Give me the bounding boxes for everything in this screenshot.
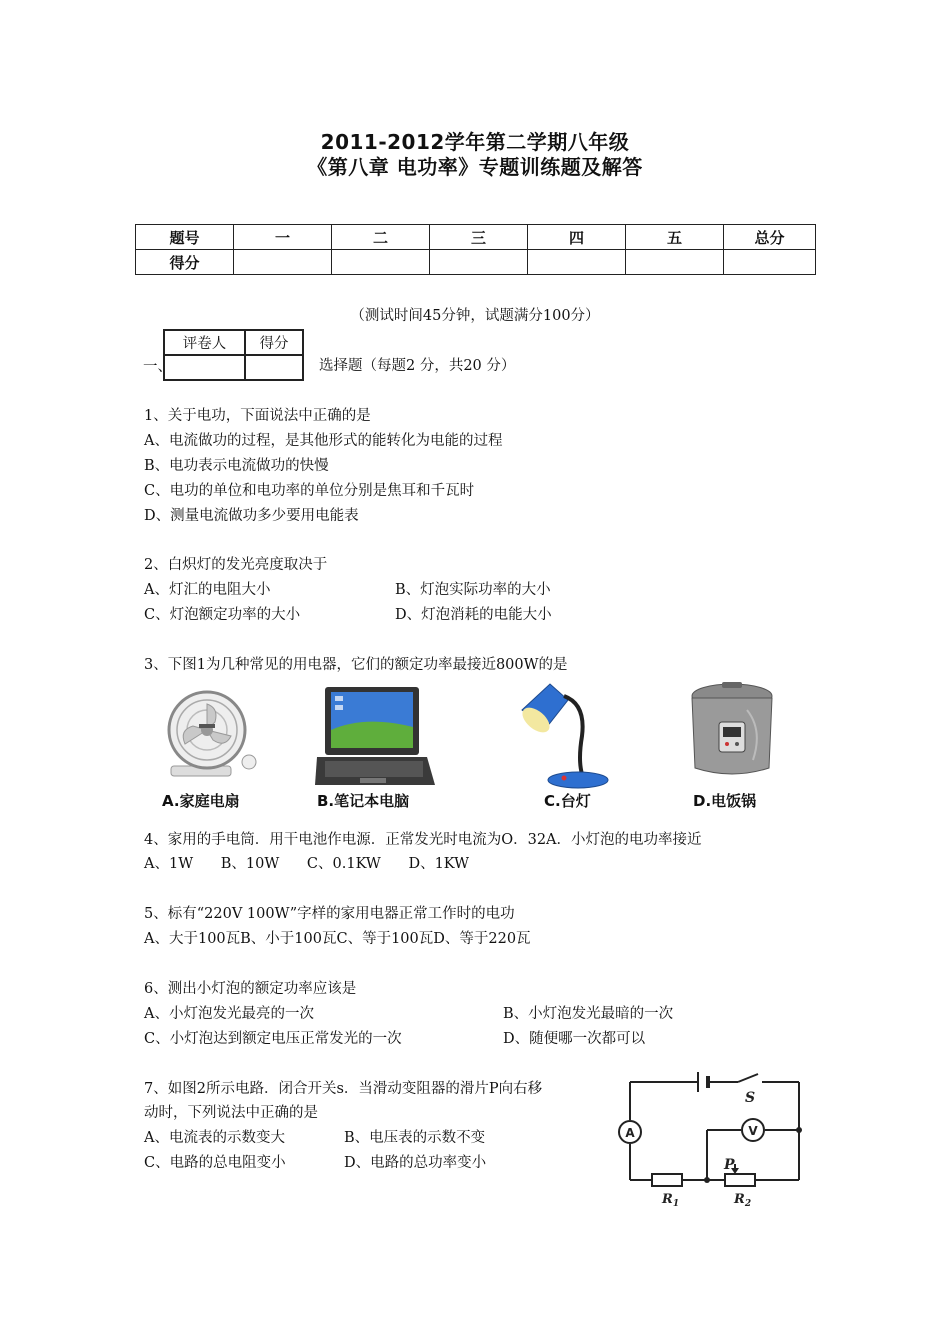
section-title: 选择题（每题2 分，共20 分） [319,358,516,374]
score-cell: 总分 [724,225,816,250]
score-table [135,224,816,275]
q6-option-b: B、小灯泡发光最暗的一次 [503,1006,674,1022]
q7-stem-line-1: 7、如图2所示电路．闭合开关s．当滑动变阻器的滑片P向右移 [144,1081,543,1097]
grader-empty-cell[interactable] [245,355,303,380]
score-cell: 五 [626,225,724,250]
score-empty-cell[interactable] [234,250,332,275]
desk-lamp-image [516,676,610,790]
q1-option-b: B、电功表示电流做功的快慢 [144,458,329,474]
grader-empty-cell[interactable] [164,355,245,380]
q6-option-a: A、小灯泡发光最亮的一次 [144,1006,314,1022]
score-table-score-row [136,250,816,275]
caption-fan: A.家庭电扇 [162,792,240,810]
r2-label [733,1192,751,1209]
ammeter-label: A [625,1126,635,1140]
exam-info: （测试时间45分钟，试题满分100分） [350,308,600,324]
r2-letter: R [734,1192,745,1207]
title-line-1: 2011-2012学年第二学期八年级 [320,130,630,154]
score-empty-cell[interactable] [430,250,528,275]
score-empty-cell[interactable] [528,250,626,275]
r1-label [661,1192,679,1209]
q6-option-d: D、随便哪一次都可以 [503,1031,646,1047]
voltmeter-label: V [748,1124,758,1138]
score-cell: 题号 [136,225,234,250]
q2-option-c: C、灯泡额定功率的大小 [144,607,301,623]
q6-stem: 6、测出小灯泡的额定功率应该是 [144,981,357,997]
caption-rice-cooker: D.电饭锅 [693,792,757,810]
q5-stem: 5、标有“220V 100W”字样的家用电器正常工作时的电功 [144,906,515,922]
r1-letter: R [662,1192,673,1207]
caption-laptop: B.笔记本电脑 [317,792,410,810]
score-cell: 一 [234,225,332,250]
q5-options: A、大于100瓦B、小于100瓦C、等于100瓦D、等于220瓦 [144,931,531,947]
slider-label: P [724,1157,735,1173]
fan-image [163,686,263,784]
grader-score-label: 得分 [245,330,303,355]
q2-option-a: A、灯汇的电阻大小 [144,582,271,598]
score-cell: 三 [430,225,528,250]
rice-cooker-image [685,680,780,783]
q1-option-c: C、电功的单位和电功率的单位分别是焦耳和千瓦时 [144,483,475,499]
q7-option-b: B、电压表的示数不变 [344,1130,486,1146]
q2-stem: 2、白炽灯的发光亮度取决于 [144,557,328,573]
q4-stem: 4、家用的手电筒．用干电池作电源．正常发光时电流为O．32A．小灯泡的电功率接近 [144,832,702,848]
score-table-header-row [136,225,816,250]
q4-options: A、1W B、10W C、0.1KW D、1KW [144,856,470,872]
grader-box [163,329,304,381]
q1-option-d: D、测量电流做功多少要用电能表 [144,508,359,524]
circuit-diagram [612,1070,812,1210]
score-cell: 得分 [136,250,234,275]
r1-subscript: 1 [672,1199,680,1209]
q6-option-c: C、小灯泡达到额定电压正常发光的一次 [144,1031,402,1047]
grader-label: 评卷人 [164,330,245,355]
r2-subscript: 2 [744,1199,752,1209]
caption-desk-lamp: C.台灯 [544,792,591,810]
q2-option-b: B、灯泡实际功率的大小 [395,582,551,598]
q7-option-c: C、电路的总电阻变小 [144,1155,286,1171]
score-cell: 四 [528,225,626,250]
section-number: 一、 [143,359,172,375]
score-empty-cell[interactable] [626,250,724,275]
title-line-2: 《第八章 电功率》专题训练题及解答 [307,155,643,179]
q3-stem: 3、下图1为几种常见的用电器，它们的额定功率最接近800W的是 [144,657,568,673]
circuit-switch-label: S [745,1090,756,1106]
q1-option-a: A、电流做功的过程，是其他形式的能转化为电能的过程 [144,433,503,449]
q7-option-a: A、电流表的示数变大 [144,1130,285,1146]
score-empty-cell[interactable] [724,250,816,275]
score-empty-cell[interactable] [332,250,430,275]
laptop-image [315,685,435,789]
q1-stem: 1、关于电功，下面说法中正确的是 [144,408,371,424]
q7-option-d: D、电路的总功率变小 [344,1155,487,1171]
q7-stem-line-2: 动时，下列说法中正确的是 [144,1105,318,1121]
score-cell: 二 [332,225,430,250]
q2-option-d: D、灯泡消耗的电能大小 [395,607,552,623]
